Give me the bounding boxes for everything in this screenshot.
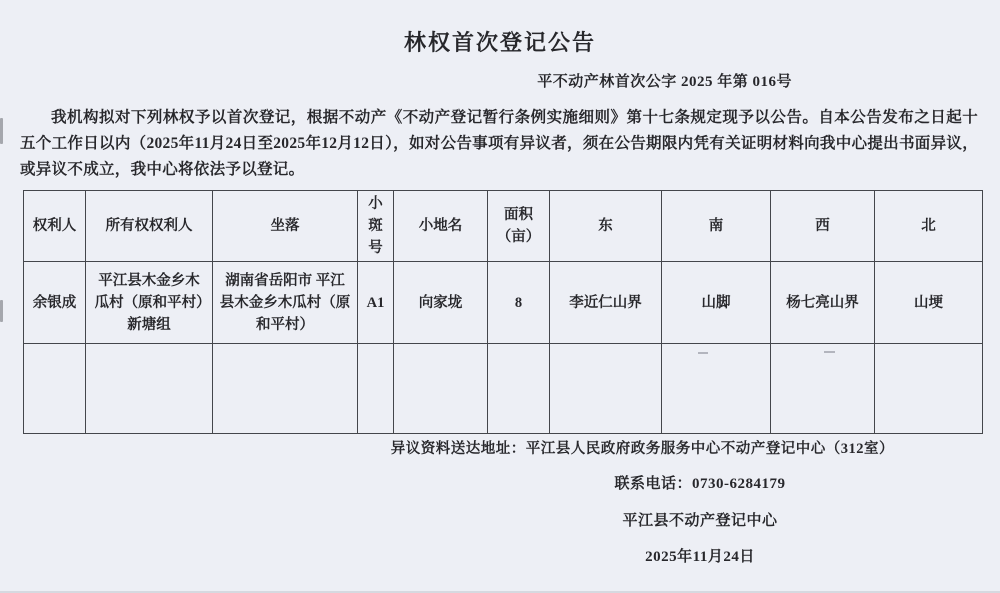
col-header-north: 北 [875,191,983,262]
table-row-empty [24,344,983,434]
col-header-subplot-no: 小斑号 [358,191,394,262]
announcement-paragraph: 我机构拟对下列林权予以首次登记，根据不动产《不动产登记暂行条例实施细则》第十七条规定现予以公告。自本公告发布之日起十五个工作日以内（2025年11月24日至2025年12月12日），如对公告事项有异议者，须在公告期限内凭有关证明材料向我中心提出书面异议，或异议不成立，我中心将依法予以登记。 [20,109,978,178]
contact-phone-line: 联系电话：0730-6284179 [614,476,786,492]
cell-area-mu: 8 [488,262,550,344]
scan-speck-artifact [824,351,835,353]
cell-location: 湖南省岳阳市 平江县木金乡木瓜村（原和平村） [213,262,358,344]
table-header-row [24,191,983,262]
cell-ownership-right-holder: 平江县木金乡木瓜村（原和平村）新塘组 [86,262,213,344]
cell-empty [488,344,550,434]
col-header-west: 西 [771,191,875,262]
page-title: 林权首次登记公告 [403,30,596,55]
issuing-org-line: 平江县不动产登记中心 [622,513,778,529]
scan-edge-artifact [0,300,3,322]
cell-empty [771,344,875,434]
cell-empty [358,344,394,434]
objection-address-line: 异议资料送达地址：平江县人民政府政务服务中心不动产登记中心（312室） [390,441,894,457]
col-header-location: 坐落 [213,191,358,262]
table-row [24,262,983,344]
cell-empty [24,344,86,434]
col-header-area-mu: 面积（亩） [488,191,550,262]
cell-north: 山埂 [875,262,983,344]
cell-place-name: 向家垅 [394,262,488,344]
col-header-right-holder: 权利人 [24,191,86,262]
col-header-east: 东 [550,191,662,262]
issue-date-line: 2025年11月24日 [645,549,755,565]
cell-empty [875,344,983,434]
cell-empty [394,344,488,434]
scan-edge-artifact [0,118,3,144]
cell-empty [86,344,213,434]
registration-table [23,190,983,434]
cell-empty [662,344,771,434]
col-header-south: 南 [662,191,771,262]
cell-west: 杨七亮山界 [771,262,875,344]
col-header-ownership-right-holder: 所有权权利人 [86,191,213,262]
cell-east: 李近仁山界 [550,262,662,344]
document-number: 平不动产林首次公字 2025 年第 016号 [537,74,792,90]
col-header-place-name: 小地名 [394,191,488,262]
cell-subplot-no: A1 [358,262,394,344]
cell-empty [550,344,662,434]
cell-right-holder: 余银成 [24,262,86,344]
cell-empty [213,344,358,434]
scan-speck-artifact [698,352,708,354]
cell-south: 山脚 [662,262,771,344]
